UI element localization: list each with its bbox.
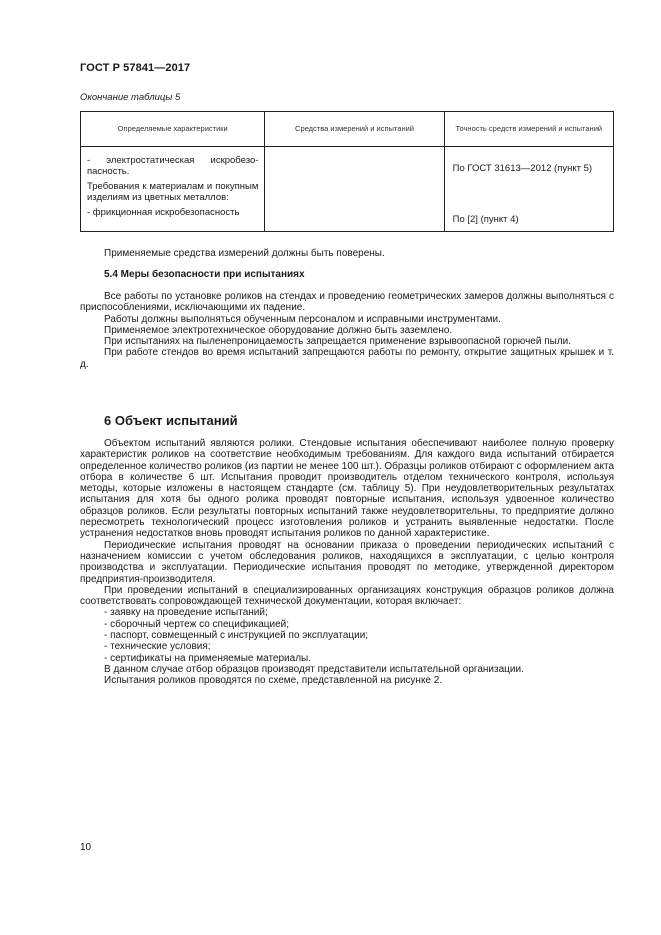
table-cell-characteristics bbox=[81, 147, 265, 232]
characteristics-table bbox=[80, 111, 614, 232]
characteristic-friction: - фрикционная искробезопасность bbox=[87, 207, 240, 218]
column-header-characteristics: Определяемые характеристики bbox=[81, 112, 265, 147]
paragraph: Применяемое электротехническое оборудование должно быть заземлено. bbox=[104, 324, 453, 336]
paragraph: Объектом испытаний являются ролики. Стендовые испытания обеспечивают наиболее полную проверку характеристик роликов на соответствие необходимым требованиям. Для каждого вида испытаний отбирается определенное количество роликов (из партии не менее 100 шт.). Образцы роликов отбирают с оформлением акта отбора в количестве 6 шт. Испытания проводит производитель отделом технического контроля, используя методы, которые изложены в настоящем стандарте (см. таблицу 5). При неудовлетворительных результатах испытания для хотя бы одного ролика проводят повторные испытания, используя удвоенное количество образцов роликов. Если результаты повторных испытаний также неудовлетворительны, то предприятие должно пересмотреть технологический процесс изготовления роликов и устранить выявленные недостатки. После устранения недостатков вновь проводят испытания роликов по данной характеристике. bbox=[80, 438, 614, 540]
table-caption: Окончание таблицы 5 bbox=[80, 92, 181, 103]
paragraph: Все работы по установке роликов на стендах и проведению геометрических замеров должны выполняться с приспособлениями, исключающими их падение. bbox=[80, 291, 614, 314]
paragraph: Работы должны выполняться обученным персоналом и исправными инструментами. bbox=[104, 313, 501, 325]
table-cell-instruments bbox=[265, 147, 444, 232]
list-item: - сертификаты на применяемые материалы. bbox=[104, 652, 311, 664]
list-item: - сборочный чертеж со спецификацией; bbox=[104, 618, 290, 630]
column-header-accuracy: Точность средств измерений и испытаний bbox=[444, 112, 613, 147]
paragraph: При работе стендов во время испытаний запрещаются работы по ремонту, открытие защитных крышек и т. д. bbox=[80, 347, 614, 370]
list-item: - технические условия; bbox=[104, 641, 211, 653]
section-6-heading: 6 Объект испытаний bbox=[104, 413, 238, 428]
characteristic-electrostatic: - электростатическая искробезопасность. bbox=[87, 155, 259, 177]
characteristic-materials: Требования к материалам и покупным изделиям из цветных металлов: bbox=[87, 181, 259, 203]
paragraph: При испытаниях на пыленепроницаемость запрещается применение взрывоопасной горючей пыли. bbox=[104, 336, 572, 348]
section-6-body bbox=[80, 438, 614, 687]
column-header-instruments: Средства измерений и испытаний bbox=[265, 112, 444, 147]
after-table-text: Применяемые средства измерений должны быть поверены. bbox=[104, 248, 385, 259]
table-header-row bbox=[81, 112, 614, 147]
table-row bbox=[81, 147, 614, 232]
paragraph: При проведении испытаний в специализированных организациях конструкция образцов роликов должна соответствовать сопровождающей технической документации, которая включает: bbox=[80, 584, 614, 608]
section-5-4-body bbox=[80, 291, 614, 370]
table-cell-accuracy bbox=[444, 147, 613, 232]
document-header: ГОСТ Р 57841—2017 bbox=[80, 62, 191, 74]
paragraph: Испытания роликов проводятся по схеме, представленной на рисунке 2. bbox=[104, 675, 443, 687]
list-item: - заявку на проведение испытаний; bbox=[104, 607, 268, 619]
paragraph: Периодические испытания проводят на основании приказа о проведении периодических испытаний с назначением комиссии с учетом обследования роликов, находящихся в эксплуатации, с целью контроля производства и эксплуатации. Периодические испытания проводят по методике, утвержденной директором предприятия-производителя. bbox=[80, 539, 614, 585]
list-item: - паспорт, совмещенный с инструкцией по эксплуатации; bbox=[104, 630, 369, 642]
section-5-4-heading: 5.4 Меры безопасности при испытаниях bbox=[104, 269, 305, 280]
paragraph: В данном случае отбор образцов производят представители испытательной организации. bbox=[104, 663, 524, 675]
accuracy-ref: По [2] (пункт 4) bbox=[452, 214, 519, 225]
page-number: 10 bbox=[80, 842, 92, 853]
accuracy-gost: По ГОСТ 31613—2012 (пункт 5) bbox=[452, 163, 593, 174]
